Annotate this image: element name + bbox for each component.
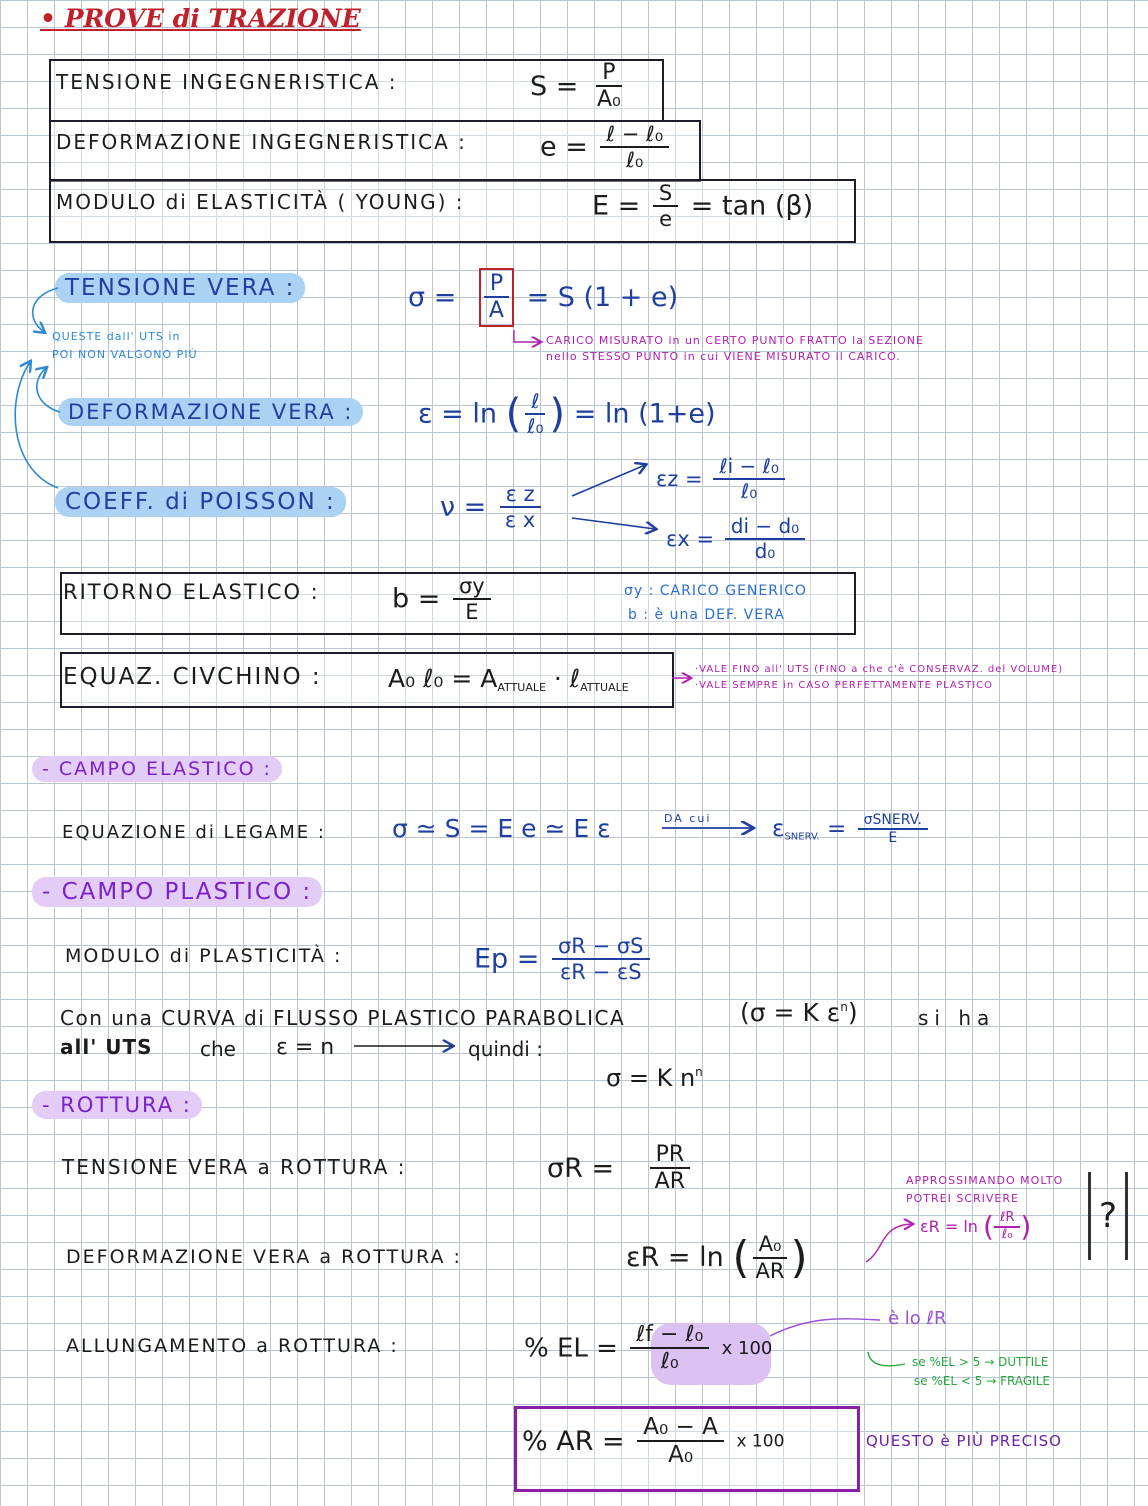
- fraction-den: εR − εS: [559, 960, 642, 985]
- fraction-den: ε x: [504, 508, 536, 533]
- fraction-num: P: [596, 60, 621, 87]
- fraction-den: ℓ₀: [740, 479, 758, 503]
- heading-campo-elastico: - CAMPO ELASTICO :: [32, 756, 282, 782]
- fraction-den: E: [465, 600, 479, 625]
- formula-sub: SNERV.: [784, 831, 820, 843]
- formula-part-b: · ℓ: [545, 664, 581, 693]
- formula-rhs: = S (1 + e): [526, 281, 679, 313]
- formula-rhs: x 100: [721, 1337, 773, 1359]
- formula-text: σ = K n: [606, 1064, 696, 1092]
- arrow-duttile-fragile: [868, 1352, 905, 1366]
- arrow-side-note-3: [15, 362, 58, 488]
- fraction-num: ℓ: [525, 390, 545, 415]
- fraction-num: σR − σS: [552, 934, 650, 960]
- label-ritorno-elastico: RITORNO ELASTICO :: [63, 580, 320, 604]
- formula-lhs: εR = ln: [626, 1242, 724, 1273]
- formula-eq: =: [827, 816, 847, 843]
- formula-sup: n: [695, 1065, 703, 1079]
- heading-tensione-vera: TENSIONE VERA :: [55, 273, 305, 303]
- fraction-den: ℓ₀: [527, 414, 544, 438]
- fraction-num: S: [653, 181, 678, 207]
- formula-lhs: εx =: [666, 527, 715, 551]
- side-note-2: POI NON VALGONO PIÙ: [52, 348, 198, 361]
- arrow-carico-note: [514, 330, 540, 342]
- formula-lhs: σR =: [547, 1152, 615, 1184]
- formula-lhs: % AR =: [522, 1425, 625, 1457]
- note-civchino-1: ·VALE FINO all' UTS (FINO a che c'è CONSERVAZ. del VOLUME): [695, 664, 1064, 675]
- formula-lhs: εR = ln: [920, 1217, 978, 1236]
- formula-part-a: A₀ ℓ₀ = A: [388, 664, 498, 693]
- heading-coeff-poisson: COEFF. di POISSON :: [55, 487, 346, 517]
- fraction-den: ℓ₀: [626, 148, 644, 173]
- formula-lhs: e =: [540, 131, 588, 163]
- text-curva-flusso: Con una CURVA di FLUSSO PLASTICO PARABOLICA: [60, 1006, 626, 1030]
- label-tensione-ingegneristica: TENSIONE INGEGNERISTICA :: [56, 70, 398, 94]
- fraction-num: PR: [650, 1142, 691, 1169]
- paren-formula: (σ = K ε: [740, 998, 841, 1027]
- side-note-1: QUESTE dall' UTS in: [52, 330, 181, 343]
- label-modulo-plasticita: MODULO di PLASTICITÀ :: [65, 945, 343, 967]
- note-piu-preciso: QUESTO è PIÙ PRECISO: [866, 1432, 1062, 1450]
- note-ritorno-1: σy : CARICO GENERICO: [624, 583, 807, 599]
- arrow-approssimando: [866, 1224, 912, 1262]
- fraction-num: ε z: [500, 482, 541, 508]
- formula-lhs: S =: [530, 70, 579, 102]
- fraction-num: ℓf − ℓ₀: [630, 1322, 709, 1349]
- formula-rhs: x 100: [736, 1431, 785, 1452]
- formula-rhs: = ln (1+e): [573, 398, 716, 430]
- fraction-den: E: [888, 830, 898, 847]
- formula-rhs: = tan (β): [690, 190, 814, 222]
- note-e-lo-er: è lo ℓR: [888, 1308, 947, 1329]
- arrow-poisson-z: [572, 465, 645, 496]
- paren-close: ): [549, 391, 566, 437]
- arrow-e-lo-er: [770, 1319, 880, 1336]
- page-title-text: PROVE di TRAZIONE: [64, 4, 361, 33]
- paren-close: ): [1020, 1210, 1032, 1243]
- formula-sup: n: [840, 1000, 848, 1014]
- note-approssimando-2: POTREI SCRIVERE: [906, 1192, 1019, 1205]
- fraction-den: d₀: [754, 539, 776, 563]
- fraction-den: ℓ₀: [1001, 1226, 1013, 1242]
- label-civchino: EQUAZ. CIVCHINO :: [63, 664, 322, 690]
- fraction-num: ℓi − ℓ₀: [713, 455, 785, 480]
- fraction-den: A₀: [596, 87, 621, 113]
- fraction-num: σy: [453, 574, 491, 600]
- text-che: che: [200, 1037, 236, 1061]
- arrow-side-note-1: [33, 288, 58, 332]
- label-tensione-vera-rottura: TENSIONE VERA a ROTTURA :: [62, 1155, 407, 1179]
- formula-lhs: σ =: [408, 281, 457, 313]
- heading-rottura: - ROTTURA :: [32, 1091, 202, 1119]
- formula-lhs: E =: [592, 190, 641, 222]
- fraction-num: A₀ − A: [637, 1414, 724, 1442]
- fraction-num: A₀: [753, 1232, 788, 1258]
- arrow-poisson-x: [572, 518, 655, 529]
- note-carico-misurato-2: nello STESSO PUNTO in cui VIENE MISURATO il CARICO.: [546, 350, 901, 363]
- label-equazione-legame: EQUAZIONE di LEGAME :: [62, 822, 326, 843]
- fraction-den: ℓ₀: [660, 1349, 679, 1375]
- fraction-num: P: [484, 271, 509, 298]
- note-approssimando-1: APPROSSIMANDO MOLTO: [906, 1174, 1064, 1187]
- arrow-da-cui-text: DA cui: [664, 812, 712, 825]
- formula-lhs: b =: [392, 583, 441, 615]
- label-deformazione-vera-rottura: DEFORMAZIONE VERA a ROTTURA :: [66, 1246, 462, 1268]
- text-quindi: quindi :: [468, 1037, 543, 1061]
- note-carico-misurato-1: CARICO MISURATO in un CERTO PUNTO FRATTO la SEZIONE: [546, 334, 924, 347]
- heading-deformazione-vera: DEFORMAZIONE VERA :: [58, 398, 363, 426]
- paren-close: ): [790, 1232, 808, 1283]
- paren-formula-end: ): [847, 998, 858, 1027]
- label-modulo-elasticita: MODULO di ELASTICITÀ ( YOUNG) :: [56, 190, 465, 214]
- paren-open: (: [732, 1232, 750, 1283]
- text-si-ha: si ha: [918, 1006, 996, 1030]
- formula-sub-1: ATTUALE: [497, 681, 546, 694]
- fraction-den: e: [659, 207, 672, 232]
- formula-lhs: εz =: [656, 467, 703, 491]
- question-mark: ?: [1098, 1196, 1118, 1236]
- note-ritorno-2: b : è una DEF. VERA: [628, 607, 785, 623]
- fraction-num: ℓR: [994, 1211, 1020, 1228]
- label-allungamento-rottura: ALLUNGAMENTO a ROTTURA :: [66, 1335, 399, 1357]
- formula-lhs: Ep =: [474, 943, 540, 975]
- formula-sub-2: ATTUALE: [580, 681, 629, 694]
- heading-campo-plastico: - CAMPO PLASTICO :: [32, 877, 322, 907]
- text-all-uts: all' UTS: [60, 1035, 153, 1059]
- note-duttile: se %EL > 5 → DUTTILE: [912, 1355, 1049, 1369]
- formula-lhs: % EL =: [524, 1333, 618, 1364]
- label-deformazione-ingegneristica: DEFORMAZIONE INGEGNERISTICA :: [56, 130, 467, 154]
- fraction-den: AR: [755, 1258, 785, 1283]
- page-title: • PROVE di TRAZIONE: [40, 4, 361, 33]
- formula-lhs: ε = ln: [418, 398, 497, 430]
- paren-open: (: [505, 391, 522, 437]
- fraction-num: di − d₀: [725, 515, 805, 540]
- formula-lhs: ε: [772, 816, 785, 843]
- fraction-num: σSNERV.: [858, 812, 928, 830]
- fraction-den: A₀: [668, 1442, 694, 1469]
- note-fragile: se %EL < 5 → FRAGILE: [914, 1374, 1050, 1388]
- fraction-den: AR: [654, 1169, 686, 1195]
- arrow-side-note-2: [37, 368, 60, 412]
- fraction-den: A: [488, 298, 504, 324]
- text-epsilon-n: ε = n: [276, 1035, 335, 1060]
- paren-open: (: [983, 1210, 994, 1243]
- formula-legame: σ ≃ S = E e ≃ E ε: [392, 814, 611, 843]
- fraction-num: ℓ − ℓ₀: [600, 122, 669, 148]
- formula-lhs: ν =: [440, 491, 487, 523]
- note-civchino-2: ·VALE SEMPRE in CASO PERFETTAMENTE PLASTICO: [695, 680, 994, 691]
